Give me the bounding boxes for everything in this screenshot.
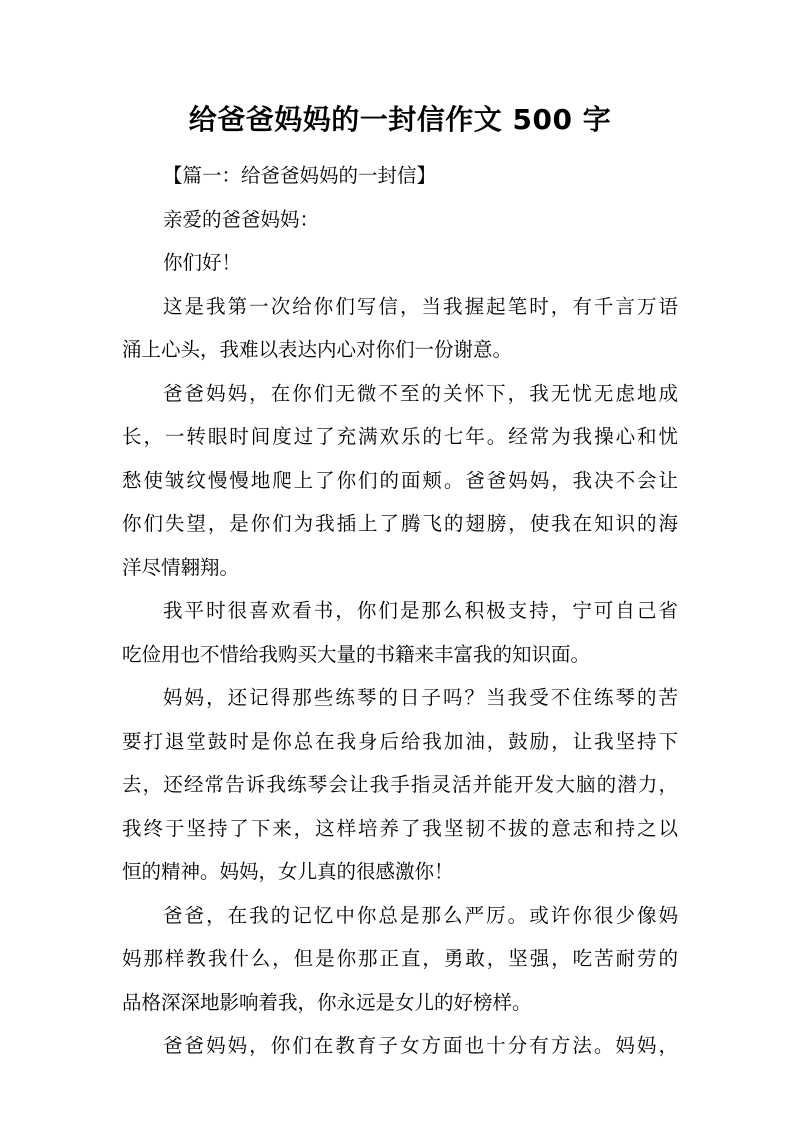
paragraph-line: 洋尽情翱翔。 [122,555,240,579]
paragraph-line: 你们失望，是你们为我插上了腾飞的翅膀，使我在知识的海 [122,512,678,535]
paragraph-line: 妈那样教我什么，但是你那正直，勇敢，坚强，吃苦耐劳的 [122,947,678,970]
paragraph-line: 爸爸妈妈，你们在教育子女方面也十分有方法。妈妈， [163,1034,678,1057]
paragraph-line: 我终于坚持了下来，这样培养了我坚韧不拔的意志和持之以 [122,816,678,840]
paragraph-line: 爸爸，在我的记忆中你总是那么严厉。或许你很少像妈 [163,903,678,927]
paragraph-line: 愁使皱纹慢慢地爬上了你们的面颊。爸爸妈妈，我决不会让 [122,468,678,492]
paragraph-line: 恒的精神。妈妈，女儿真的很感激你！ [122,860,454,883]
greeting: 你们好！ [163,251,242,274]
paragraph-line: 去，还经常告诉我练琴会让我手指灵活并能开发大脑的潜力， [122,773,678,796]
paragraph-line: 这是我第一次给你们写信，当我握起笔时，有千言万语 [163,294,678,318]
paragraph-line: 爸爸妈妈，在你们无微不至的关怀下，我无忧无虑地成 [163,381,678,405]
document-body [122,154,678,1068]
salutation: 亲爱的爸爸妈妈： [163,207,320,231]
paragraph-line: 品格深深地影响着我，你永远是女儿的好榜样。 [122,990,532,1014]
paragraph-line: 要打退堂鼓时是你总在我身后给我加油，鼓励，让我坚持下 [122,729,678,753]
paragraph-line: 吃俭用也不惜给我购买大量的书籍来丰富我的知识面。 [122,642,591,666]
paragraph-line: 妈妈，还记得那些练琴的日子吗？当我受不住练琴的苦 [163,686,678,709]
paragraph-line: 长，一转眼时间度过了充满欢乐的七年。经常为我操心和忧 [122,425,678,448]
paragraph-line: 我平时很喜欢看书，你们是那么积极支持，宁可自己省 [163,599,678,622]
document-title: 给爸爸妈妈的一封信作文 500 字 [188,103,612,136]
section-heading: 【篇一：给爸爸妈妈的一封信】 [163,164,437,187]
paragraph-line: 涌上心头，我难以表达内心对你们一份谢意。 [122,338,513,361]
